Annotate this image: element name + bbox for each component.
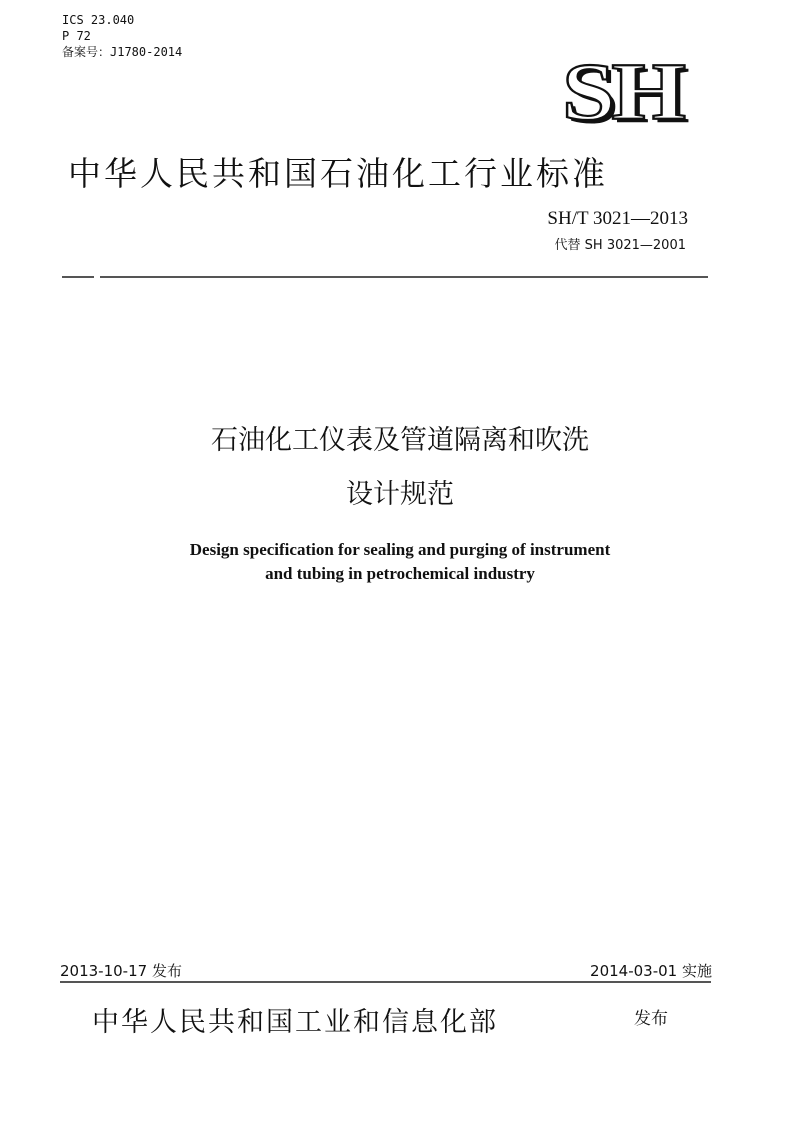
issuing-action: 发布 [634,1009,668,1029]
standard-code: SH/T 3021—2013 [547,208,688,229]
issuer-title: 中华人民共和国石油化工行业标准 [68,154,608,193]
publish-date: 2013-10-17 发布 [60,962,182,980]
sh-logo: SH [561,46,682,138]
ics-code: ICS 23.040 [62,13,135,27]
footer-divider [60,981,711,983]
issuing-ministry: 中华人民共和国工业和信息化部 [92,1007,498,1038]
title-en-line1: Design specification for sealing and purging of instrument [189,540,611,559]
title-zh-line1: 石油化工仪表及管道隔离和吹洗 [211,425,589,456]
title-zh-line2: 设计规范 [346,479,454,510]
replaces-standard: 代替 SH 3021—2001 [554,238,686,253]
implement-date: 2014-03-01 实施 [590,962,712,980]
divider [62,276,94,278]
title-en-line2: and tubing in petrochemical industry [265,564,535,583]
classification-code: P 72 [62,29,91,43]
record-number: 备案号：J1780-2014 [62,45,183,59]
divider [100,276,708,278]
